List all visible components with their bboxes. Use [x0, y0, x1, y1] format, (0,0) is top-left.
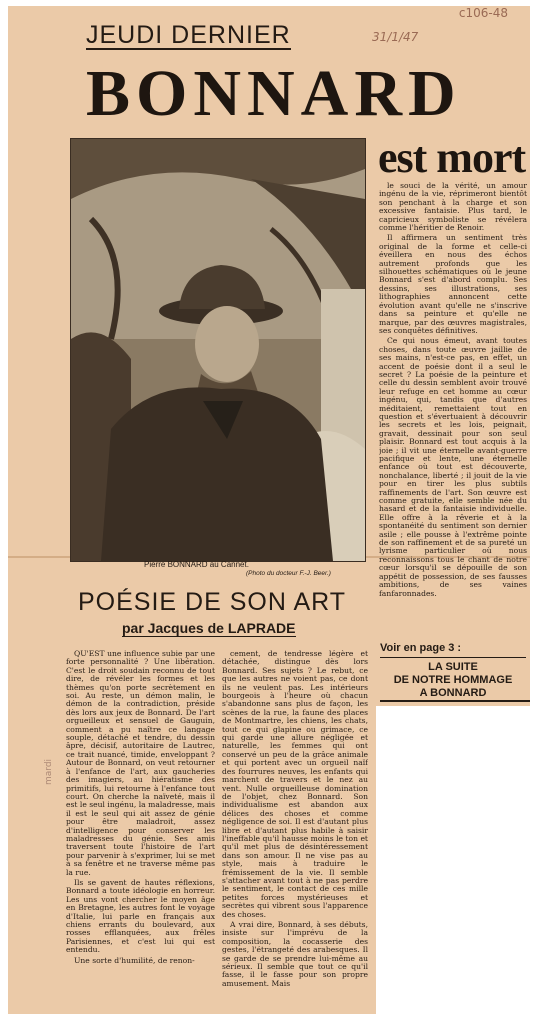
sidebar-line: DE NOTRE HOMMAGE	[393, 674, 513, 686]
photo-caption: Pierre BONNARD au Cannet.	[144, 560, 249, 569]
headline-continuation: est mort	[378, 133, 526, 182]
byline: par Jacques de LAPRADE	[122, 620, 296, 636]
divider	[380, 700, 530, 702]
archive-reference-note: c106-48	[458, 6, 508, 20]
sidebar-line: A BONNARD	[419, 687, 487, 699]
middle-column-text	[222, 650, 368, 1002]
paragraph: A vrai dire, Bonnard, à ses débuts, insiste sur l'imprévu de la composition, la cocasserie des gestes, l'étrangeté des arabesques. Il se garde de se prendre lui-même au sérieux. Il semble que tout ce qu'il fasse, il le fasse pour son propre amusement. Mais	[222, 920, 368, 988]
kicker: JEUDI DERNIER	[86, 21, 291, 49]
section-title: POÉSIE DE SON ART	[78, 588, 347, 616]
see-page-3-heading: Voir en page 3 :	[380, 642, 462, 654]
photo-credit: (Photo du docteur F.-J. Beer.)	[246, 570, 331, 577]
divider	[380, 657, 526, 658]
paragraph: cement, de tendresse légère et détachée, distingue dès lors Bonnard. Ses sujets ? Le rebut, ce que les autres ne voient pas, ce dont ils ne veulent pas. Les intérieurs bourgeois à l'heure où chacun s'abandonne sans plus de façon, les scènes de la rue, la faune des places de Montmartre, les chiens, les chats, tout ce qui glapine ou grimace, ce qui garde une allure négligée et naturelle, les femmes qui ont conservé un peu de la grâce animale et qui portent avec un orgueil naïf des fourrures neuves, les enfants qui marchent de travers et le nez au vent. Nulle orgueilleuse domination de l'objet, chez Bonnard. Son individualisme est abandon aux délices des choses et comme négligence de soi. Il est d'autant plus libre et d'autant plus habile à saisir l'ineffable qu'il hausse moins le ton et qu'il met plus de désintéressement dans son amour. Il ne vise pas au style, mais à traduire le frémissement de la vie. Il semble s'attacher avant tout à ne pas perdre le sentiment, le contact de ces mille petites forces mystérieuses et secrètes qui vibrent sous l'apparence des choses.	[222, 650, 368, 919]
see-page-3-box	[380, 642, 526, 700]
margin-note: mardi	[44, 758, 54, 785]
left-column-text	[66, 650, 215, 1002]
paragraph: le souci de la vérité, un amour ingénu de la vie, réprimeront bientôt son penchant à la charge et son excessive fantaisie. Plus tard, le capricieux symboliste se révélera comme l'héritier de Renoir.	[379, 182, 527, 233]
paragraph: Il affirmera un sentiment très original de la forme et celle-ci éveillera en nous des échos autrement profonds que les silhouettes schématiques où le jeune Bonnard s'est d'abord complu. Ses dessins, ses illustrations, ses lithographies annoncent cette évolution avant qu'elle ne s'inscrive dans sa peinture et qu'elle ne marque, par des œuvres magistrales, ses conquêtes définitives.	[379, 233, 527, 335]
paragraph: Ce qui nous émeut, avant toutes choses, dans toute œuvre jaillie de ses mains, n'est-ce pas, en effet, un accent de poésie dont il a seul le secret ? La poésie de la peinture et celle du dessin semblent avoir trouvé leur refuge en cet homme au cœur ingénu, qui, tandis que d'autres méditaient, remettaient tout en question et s'évertuaient à découvrir les secrets et les lois, peignait, gravait, dessinait pour son seul plaisir. Bonnard est tout acquis à la joie ; il vit une éternelle avant-guerre pacifique et lente, une éternelle enfance où tout est découverte, nonchalance, liberté ; il jouit de la vie pour en tirer les plus subtils raffinements de l'art. Son œuvre est comme gratuite, elle semble née du hasard et de la fantaisie individuelle. Elle offre à la rêverie et à la spontanéité du sentiment son dernier asile ; elle pousse à l'extrême pointe de son raffinement et de sa pureté un lyrisme particulier où nous reconnaissons tous le chant de notre cœur lorsqu'il se dépouille de son appétit de possession, de ses fausses ambitions, de ses vaines fanfaronnades.	[379, 336, 527, 598]
paragraph: Une sorte d'humilité, de renon-	[74, 955, 195, 965]
paragraph: QU'EST une influence subie par une forte personnalité ? Une libération. C'est le droit soudain reconnu de tout dire, de révéler les formes et les thèmes qu'on porte secrètement en soi. Au reste, un démon malin, le démon de la contradiction, préside dès lors aux jeux de Bonnard. De l'art orgueilleux et sensuel de Gauguin, comment a pu naître ce langage souple, détaché et tendre, du dessin âpre, décisif, autoritaire de Lautrec, ce trait nuancé, timide, enveloppant ? Autour de Bonnard, on veut retourner à l'enfance de l'art, aux gaucheries des imagiers, au hiératisme des primitifs, lui retourne à l'enfance tout court. On cherche la naïveté, mais il est le seul ingénu, la maladresse, mais il est le seul qui ait assez de génie pour être maladroit, assez d'intelligence pour conserver les maladresses du génie. Ses amis traversent toute l'histoire de l'art pour parvenir à s'exprimer, lui se met à sa fenêtre et ne traverse même pas la rue.	[66, 650, 215, 877]
sidebar-line: LA SUITE	[428, 661, 478, 673]
paragraph: Ils se gavent de hautes réflexions, Bonnard a toute idéologie en horreur. Les uns vont chercher le moyen âge en Bretagne, les autres font le voyage d'Italie, lui parle en français aux chiens errants du boulevard, aux rosses efflanquées, aux frêles Parisiennes, et c'est lui qui est entendu.	[66, 877, 215, 955]
handwritten-date: 31/1/47	[372, 30, 419, 44]
portrait-photo-drawing	[71, 139, 365, 561]
right-column-text	[379, 182, 527, 622]
portrait-photo	[70, 138, 366, 562]
headline: BONNARD	[86, 57, 462, 130]
